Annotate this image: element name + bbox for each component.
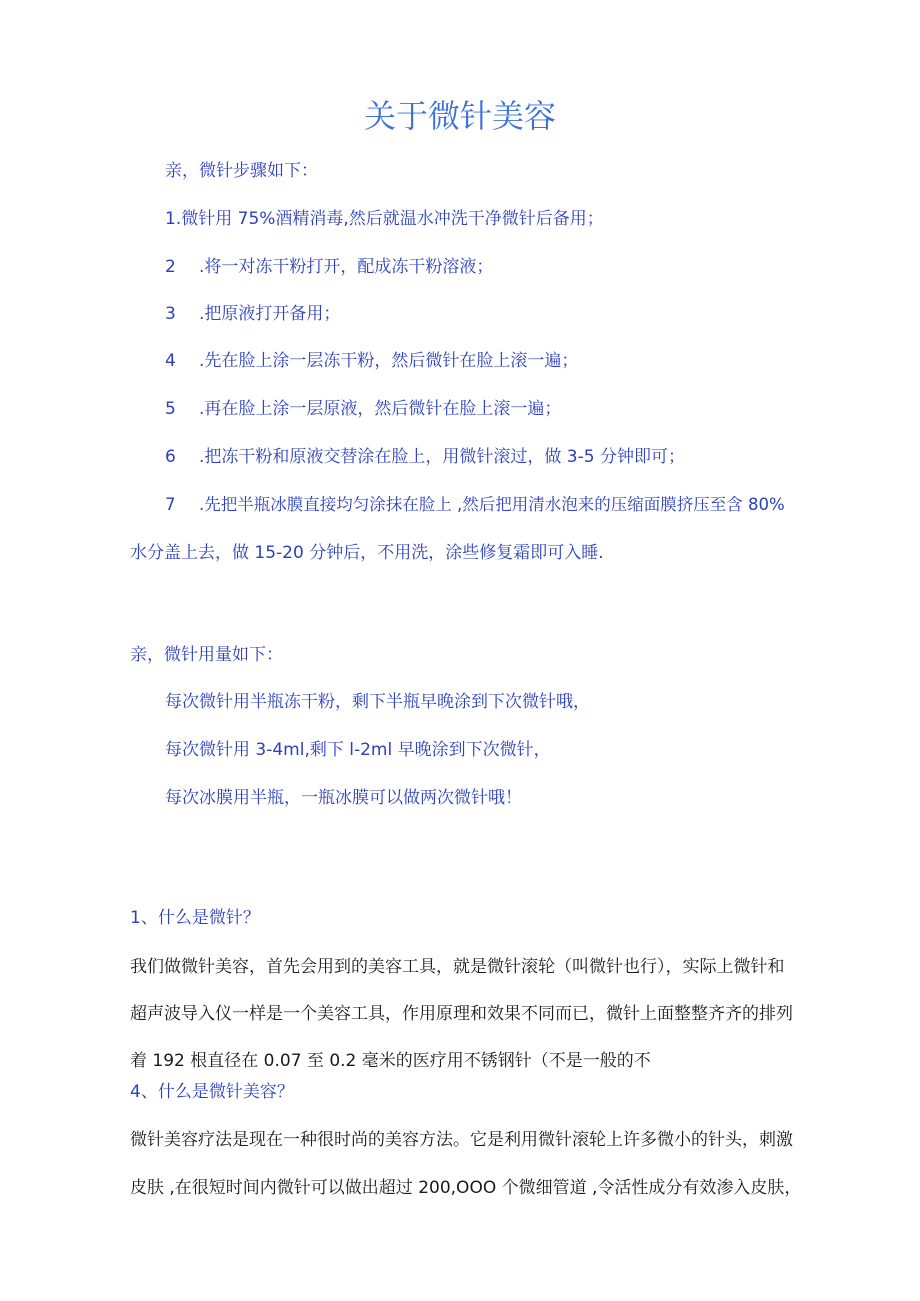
step-number: 7 <box>165 495 176 514</box>
step-text: .把冻干粉和原液交替涂在脸上，用微针滚过，做 3-5 分钟即可； <box>199 447 685 467</box>
step-text: .再在脸上涂一层原液，然后微针在脸上滚一遍； <box>199 399 562 419</box>
q1-paragraph-line: 超声波导入仪一样是一个美容工具，作用原理和效果不同而已，微针上面整整齐齐的排列 <box>130 1004 793 1024</box>
page-title: 关于微针美容 <box>363 97 556 135</box>
step-text: .先在脸上涂一层冻干粉，然后微针在脸上滚一遍； <box>199 351 579 371</box>
step-7-continuation: 水分盖上去，做 15-20 分钟后，不用洗，涂些修复霜即可入睡. <box>130 543 604 563</box>
step-item <box>165 302 340 326</box>
q4-heading: 4、什么是微针美容？ <box>130 1082 294 1102</box>
step-number: 2 <box>165 257 176 277</box>
step-item <box>165 349 578 373</box>
q1-paragraph-line: 我们做微针美容，首先会用到的美容工具，就是微针滚轮（叫微针也行），实际上微针和 <box>130 957 785 977</box>
step-item <box>165 255 493 279</box>
usage-item: 每次冰膜用半瓶，一瓶冰膜可以做两次微针哦！ <box>165 788 522 808</box>
step-number: 4 <box>165 351 176 371</box>
step-text: .先把半瓶冰膜直接均匀涂抹在脸上 ,然后把用清水泡来的压缩面膜挤压至含 80% <box>199 495 785 514</box>
q4-paragraph-line: 微针美容疗法是现在一种很时尚的美容方法。它是利用微针滚轮上许多微小的针头，刺激 <box>130 1130 793 1150</box>
step-number: 5 <box>165 399 176 419</box>
q1-heading: 1、什么是微针？ <box>130 908 260 928</box>
q1-paragraph-line: 着 192 根直径在 0.07 至 0.2 毫米的医疗用不锈钢针（不是一般的不 <box>130 1051 651 1071</box>
usage-item: 每次微针用 3-4ml,剩下 l-2ml 早晚涂到下次微针， <box>165 740 551 760</box>
step-text: 1.微针用 75%酒精消毒,然后就温水冲洗干净微针后备用； <box>165 209 604 229</box>
step-number: 3 <box>165 304 176 324</box>
step-text: .将一对冻干粉打开，配成冻干粉溶液； <box>199 257 494 277</box>
steps-intro: 亲，微针步骤如下： <box>165 161 318 181</box>
step-text: .把原液打开备用； <box>199 304 341 324</box>
q4-paragraph-line: 皮肤 ,在很短时间内微针可以做出超过 200,OOO 个微细管道 ,令活性成分有效渗入皮肤， <box>130 1178 802 1198</box>
step-item <box>165 207 604 231</box>
step-number: 6 <box>165 447 176 467</box>
step-item <box>165 397 561 421</box>
usage-item: 每次微针用半瓶冻干粉，剩下半瓶早晚涂到下次微针哦， <box>165 692 590 712</box>
step-item <box>165 445 685 469</box>
step-item <box>165 493 785 517</box>
usage-intro: 亲，微针用量如下： <box>130 645 283 665</box>
